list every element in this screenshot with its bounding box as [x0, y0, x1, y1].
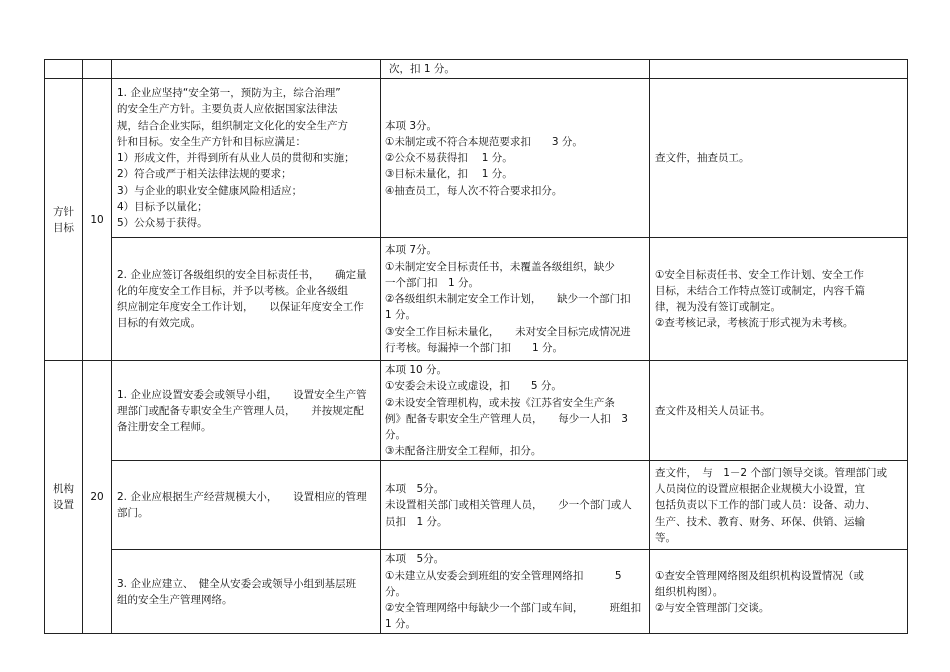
standard-cell: 2. 企业应签订各级组织的安全目标责任书， 确定量 化的年度安全工作目标，并予以考核。企业各级组 织应制定年度安全工作计划， 以保证年度安全工作 目标的有效完成。	[112, 238, 381, 361]
table-row	[45, 461, 908, 550]
table-row	[45, 361, 908, 461]
standard-cell: 2. 企业应根据生产经营规模大小， 设置相应的管理 部门。	[112, 461, 381, 550]
method-cell: 查文件及相关人员证书。	[650, 361, 908, 461]
standard-cell: 1. 企业应设置安委会或领导小组， 设置安全生产管 理部门或配备专职安全生产管理人员， 并按规定配 备注册安全工程师。	[112, 361, 381, 461]
table-row	[45, 79, 908, 238]
category-cell: 方针 目标	[45, 79, 83, 361]
method-cell: 查文件，抽查员工。	[650, 79, 908, 238]
criteria-cell: 次，扣 1 分。	[381, 60, 650, 79]
score-cell: 20	[83, 361, 112, 634]
category-cell	[45, 60, 83, 79]
table-row	[45, 60, 908, 79]
score-cell: 10	[83, 79, 112, 361]
criteria-cell: 本项 5分。 ①未建立从安委会到班组的安全管理网络扣 5 分。 ②安全管理网络中每缺少一个部门或车间， 班组扣 1 分。	[381, 550, 650, 634]
score-cell	[83, 60, 112, 79]
standard-cell: 1. 企业应坚持“安全第一，预防为主，综合治理” 的安全生产方针。主要负责人应依据国家法律法 规，结合企业实际，组织制定文化化的安全生产方 针和目标。安全生产方针和目标应满足： 1）形成文件，并得到所有从业人员的贯彻和实施； 2）符合或严于相关法律法规的要求； 3）与企业的职业安全健康风险相适应； 4）目标予以量化； 5）公众易于获得。	[112, 79, 381, 238]
table-row	[45, 550, 908, 634]
category-cell: 机构 设置	[45, 361, 83, 634]
table-row	[45, 238, 908, 361]
standard-cell: 3. 企业应建立、 健全从安委会或领导小组到基层班 组的安全生产管理网络。	[112, 550, 381, 634]
criteria-cell: 本项 10 分。 ①安委会未设立或虚设，扣 5 分。 ②未设安全管理机构，或未按《江苏省安全生产条 例》配备专职安全生产管理人员， 每少一人扣 3 分。 ③未配备注册安全工程师，扣分。	[381, 361, 650, 461]
method-cell: ①安全目标责任书、安全工作计划、安全工作 目标，未结合工作特点签订或制定，内容千篇 律，视为没有签订或制定。 ②查考核记录，考核流于形式视为未考核。	[650, 238, 908, 361]
assessment-table	[44, 59, 908, 634]
method-cell	[650, 60, 908, 79]
method-cell: ①查安全管理网络图及组织机构设置情况（或 组织机构图）。 ②与安全管理部门交谈。	[650, 550, 908, 634]
criteria-cell: 本项 7分。 ①未制定安全目标责任书，未覆盖各级组织，缺少 一个部门扣 1 分。 ②各级组织未制定安全工作计划， 缺少一个部门扣 1 分。 ③安全工作目标未量化， 未对安全目标完成情况进 行考核。每漏掉一个部门扣 1 分。	[381, 238, 650, 361]
method-cell: 查文件， 与 1－2 个部门领导交谈。管理部门或 人员岗位的设置应根据企业规模大小设置，宜 包括负责以下工作的部门或人员：设备、动力、 生产、技术、教育、财务、环保、供销、运输 等。	[650, 461, 908, 550]
standard-cell	[112, 60, 381, 79]
criteria-cell: 本项 3分。 ①未制定或不符合本规范要求扣 3 分。 ②公众不易获得扣 1 分。 ③目标未量化，扣 1 分。 ④抽查员工，每人次不符合要求扣分。	[381, 79, 650, 238]
criteria-cell: 本项 5分。 未设置相关部门或相关管理人员， 少一个部门或人 员扣 1 分。	[381, 461, 650, 550]
